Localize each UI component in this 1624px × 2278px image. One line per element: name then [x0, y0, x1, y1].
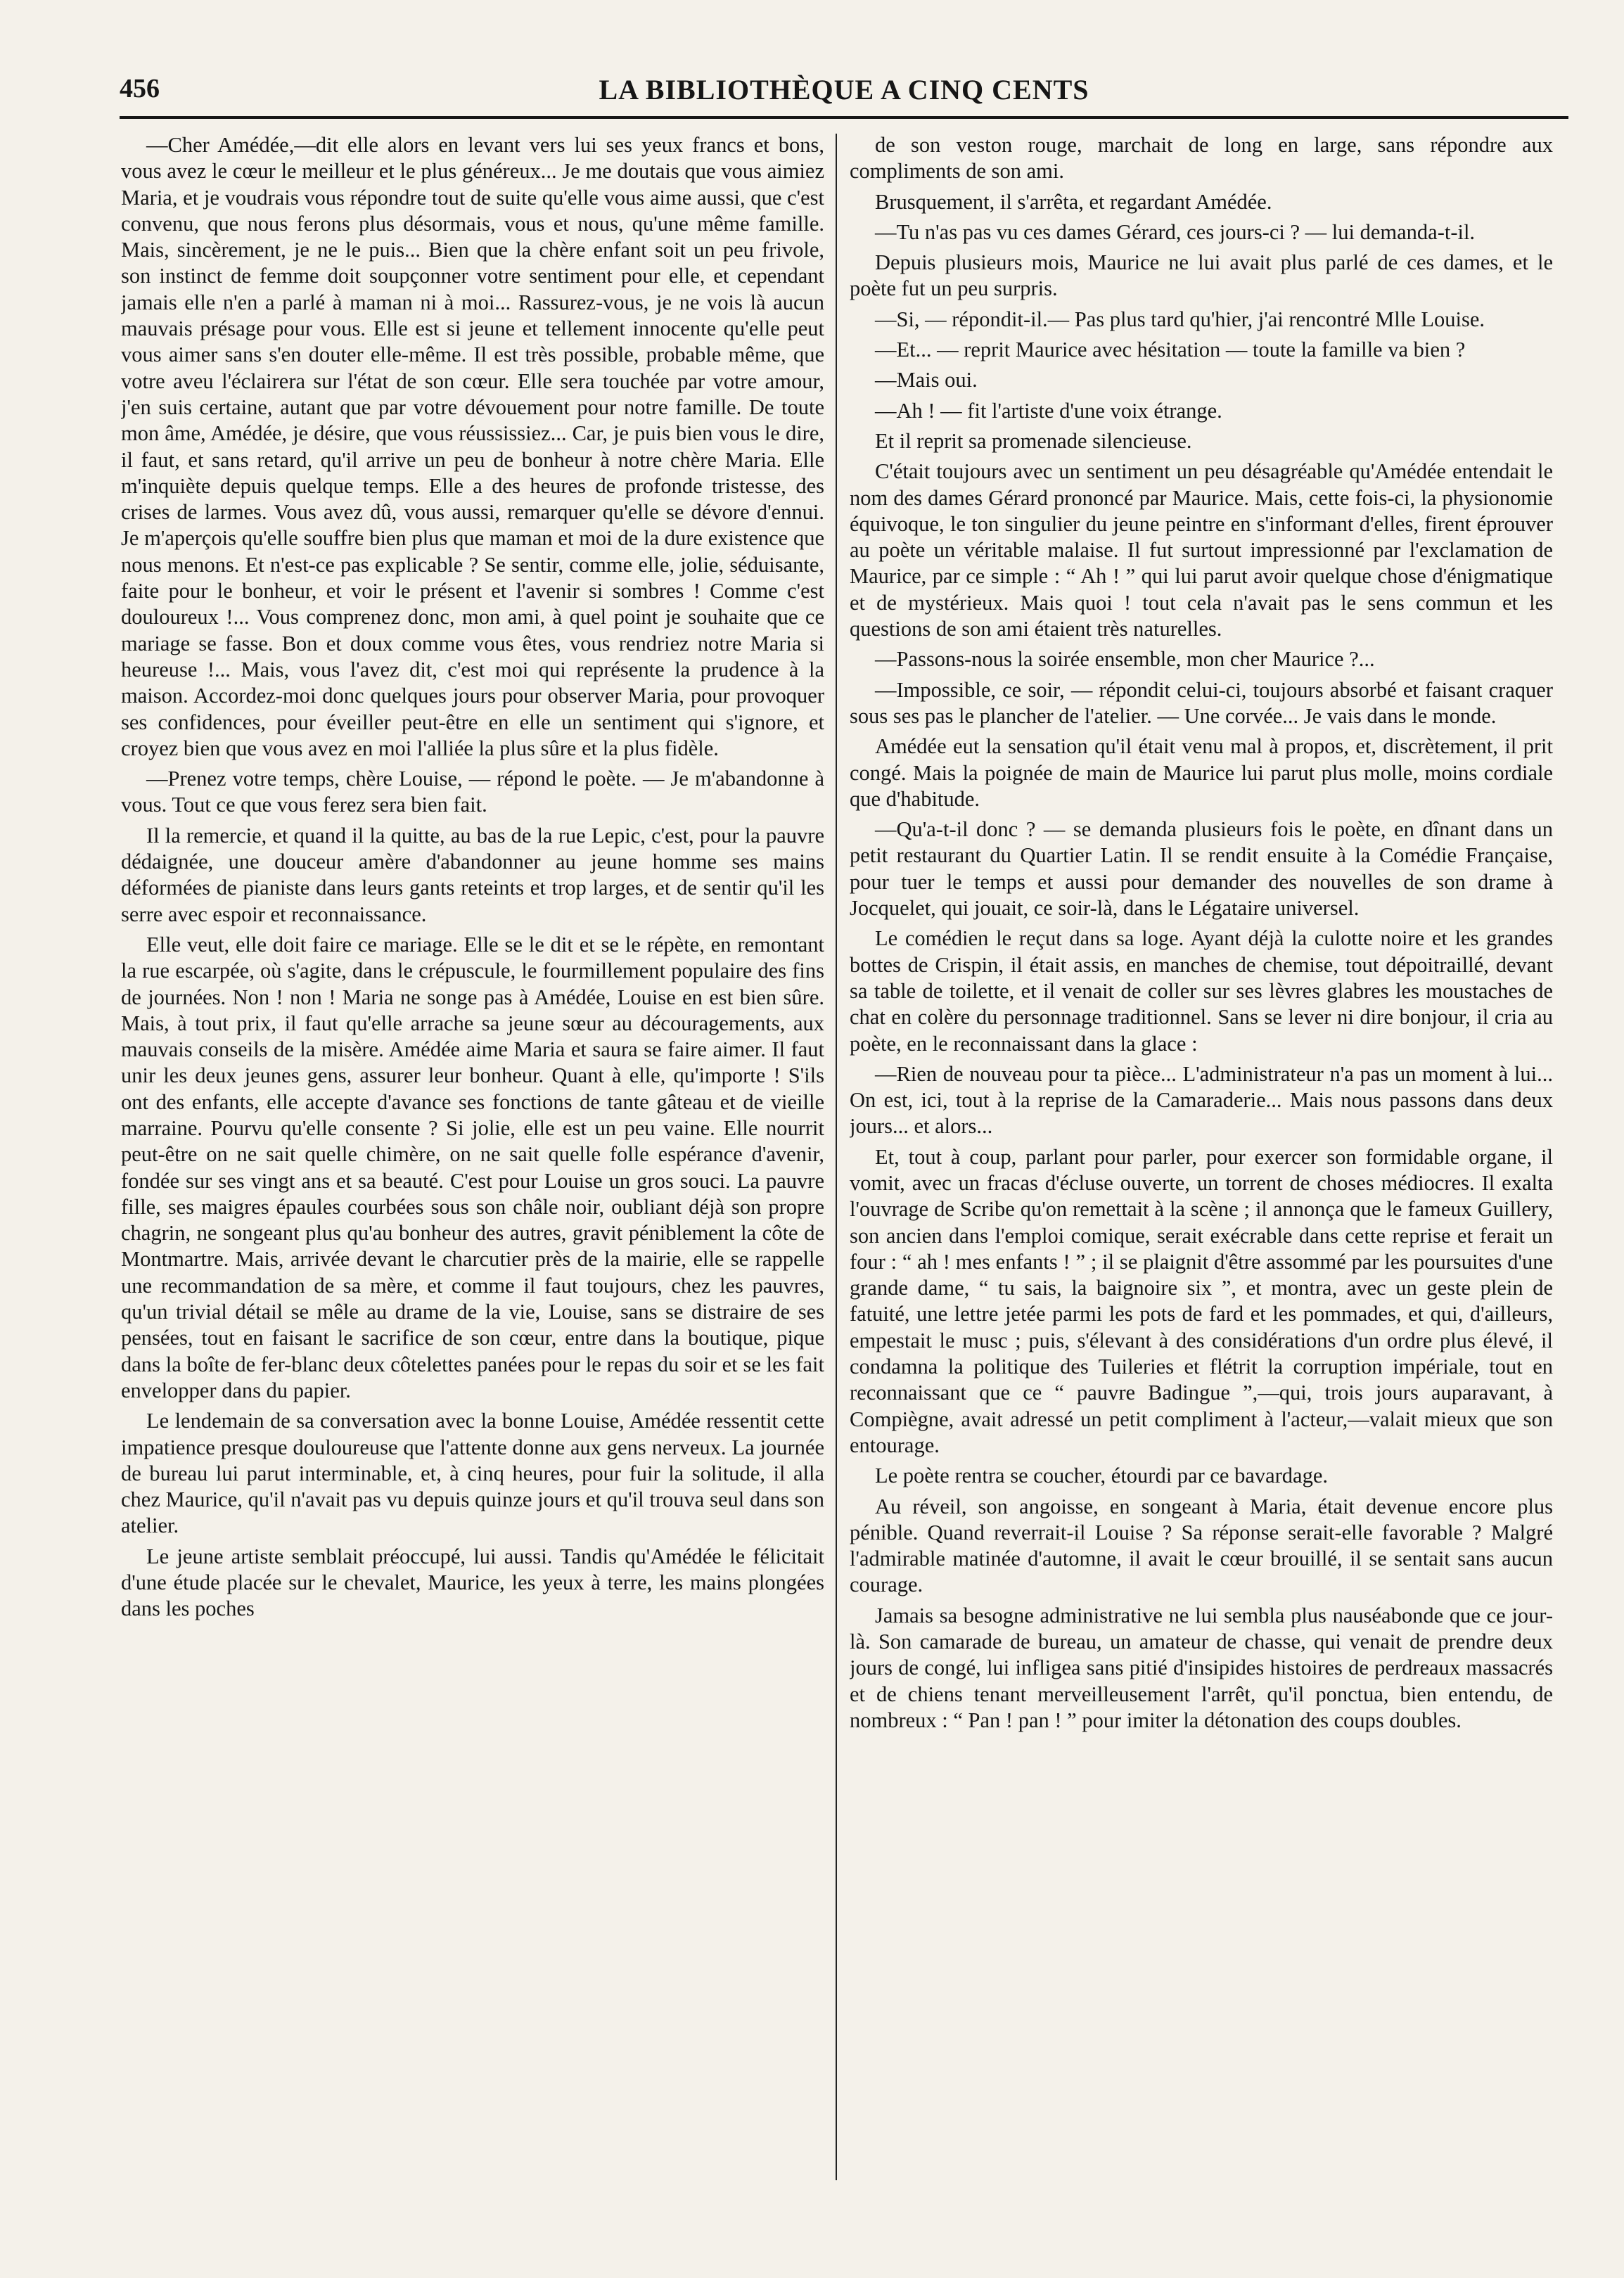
paragraph: —Tu n'as pas vu ces dames Gérard, ces jours-ci ? — lui demanda-t-il.	[875, 219, 1476, 244]
paragraph: Le jeune artiste semblait préoccupé, lui aussi. Tandis qu'Amédée le félicitait d'une étude placée sur le chevalet, Maurice, les yeux à terre, les mains plongées dans les poches	[121, 1544, 824, 1621]
paragraph: —Prenez votre temps, chère Louise, — répond le poète. — Je m'abandonne à vous. Tout ce que vous ferez sera bien fait.	[121, 767, 824, 817]
paragraph: —Impossible, ce soir, — répondit celui-ci, toujours absorbé et faisant craquer sous ses pas le plancher de l'atelier. — Une corvée... Je vais dans le monde.	[850, 677, 1553, 728]
paragraph: Au réveil, son angoisse, en songeant à Maria, était devenue encore plus pénible. Quand reverrait-il Louise ? Sa réponse serait-elle favorable ? Malgré l'admirable matinée d'automne, il avait le cœur brouillé, il se sentait sans aucun courage.	[850, 1494, 1553, 1597]
paragraph: Elle veut, elle doit faire ce mariage. Elle se le dit et se le répète, en remontant la rue escarpée, où s'agite, dans le crépuscule, le fourmillement populaire des fins de journées. Non ! non ! Maria ne songe pas à Amédée, Louise en est bien sûre. Mais, à tout prix, il faut qu'elle arrache sa jeune sœur au découragements, aux mauvais conseils de la misère. Amédée aime Maria et saura se faire aimer. Il faut unir les deux jeunes gens, assurer leur bonheur. Quant à elle, qu'importe ! S'ils ont des enfants, elle accepte d'avance ses fonctions de tante gâteau et de vieille marraine. Pourvu qu'elle consente ? Si jolie, elle est un peu vaine. Elle nourrit peut-être on ne sait quelle chimère, on ne sait quelle folle espérance d'avenir, fondée sur ses vingt ans et sa beauté. C'est pour Louise un gros souci. La pauvre fille, ses maigres épaules courbées sous son châle noir, oubliant déjà son propre chagrin, ne songeant plus qu'au bonheur des autres, gravit péniblement la côte de Montmartre. Mais, arrivée devant le charcutier près de la mairie, elle se rappelle une recommandation de sa mère, et comme il faut toujours, chez les pauvres, qu'un trivial détail se mêle au drame de la vie, Louise, sans se distraire de ses pensées, tout en faisant le sacrifice de son cœur, entre dans la boutique, pique dans la boîte de fer-blanc deux côtelettes panées pour le repas du soir et se les fait envelopper dans du papier.	[121, 932, 824, 1402]
paragraph: —Cher Amédée,—dit elle alors en levant vers lui ses yeux francs et bons, vous avez le cœur le meilleur et le plus généreux... Je me doutais que vous aimiez Maria, et je voudrais vous répondre tout de suite qu'elle vous aime aussi, que c'est convenu, que nous ferons plus désormais, vous et nous, qu'une même famille. Mais, sincèrement, je ne le puis... Bien que la chère enfant soit un peu frivole, son instinct de femme doit soupçonner votre sentiment pour elle, et cependant jamais elle n'en a parlé à maman ni à moi... Rassurez-vous, je ne vois là aucun mauvais présage pour vous. Elle est si jeune et tellement innocente qu'elle peut vous aimer sans s'en douter elle-même. Il est très possible, probable même, que votre aveu l'éclairera sur l'état de son cœur. Elle sera touchée par votre amour, j'en suis certaine, autant que par votre dévouement pour notre famille. De toute mon âme, Amédée, je désire, que vous réussissiez... Car, je puis bien vous le dire, il faut, et sans retard, qu'il arrive un peu de bonheur à notre chère Maria. Elle m'inquiète depuis quelque temps. Elle a des heures de profonde tristesse, des crises de larmes. Vous avez dû, vous aussi, remarquer qu'elle se dévore d'ennui. Je m'aperçois qu'elle souffre bien plus que maman et moi de la dure existence que nous menons. Et n'est-ce pas explicable ? Se sentir, comme elle, jolie, séduisante, faite pour le bonheur, et voir le présent et l'avenir si sombres ! Comme c'est douloureux !... Vous comprenez donc, mon ami, à quel point je souhaite que ce mariage se fasse. Bon et doux comme vous êtes, vous rendriez notre Maria si heureuse !... Mais, vous l'avez dit, c'est moi qui représente la prudence à la maison. Accordez-moi donc quelques jours pour observer Maria, pour provoquer ses confidences, pour éveiller peut-être en elle un sentiment qui s'ignore, et croyez bien que vous avez en moi l'alliée la plus sûre et la plus fidèle.	[121, 133, 824, 760]
paragraph: Jamais sa besogne administrative ne lui sembla plus nauséabonde que ce jour-là. Son camarade de bureau, un amateur de chasse, qui venait de prendre deux jours de congé, lui infligea sans pitié d'insipides histoires de perdreaux massacrés et de chiens tenant merveilleusement l'arrêt, qu'il ponctua, bien entendu, de nombreux : “ Pan ! pan ! ” pour imiter la détonation des coups doubles.	[850, 1603, 1553, 1732]
paragraph: Amédée eut la sensation qu'il était venu mal à propos, et, discrètement, il prit congé. Mais la poignée de main de Maurice lui parut plus molle, moins cordiale que d'habitude.	[850, 734, 1553, 811]
paragraph: Et il reprit sa promenade silencieuse.	[875, 428, 1192, 453]
paragraph: Le comédien le reçut dans sa loge. Ayant déjà la culotte noire et les grandes bottes de Crispin, il était assis, en manches de chemise, tout dépoitraillé, devant sa table de toilette, et il venait de coller sur ses lèvres glabres les moustaches de chat en colère du personnage traditionnel. Sans se lever ni dire bonjour, il cria au poète, en le reconnaissant dans la glace :	[850, 926, 1553, 1056]
paragraph: —Rien de nouveau pour ta pièce... L'administrateur n'a pas un moment à lui... On est, ici, tout à la reprise de la Camaraderie... Mais nous passons dans deux jours... et alors...	[850, 1061, 1553, 1139]
paragraph: de son veston rouge, marchait de long en large, sans répondre aux compliments de son ami.	[850, 133, 1553, 184]
paragraph: —Passons-nous la soirée ensemble, mon cher Maurice ?...	[875, 647, 1375, 672]
paragraph: —Et... — reprit Maurice avec hésitation — toute la famille va bien ?	[875, 338, 1466, 362]
text-column-left	[121, 132, 824, 2200]
paragraph: Il la remercie, et quand il la quitte, au bas de la rue Lepic, c'est, pour la pauvre dédaignée, une douceur amère d'abandonner au jeune homme ses mains déformées de pianiste dans leurs gants reteints et trop larges, et de sentir qu'il les serre avec espoir et reconnaissance.	[121, 823, 824, 926]
paragraph: —Si, — répondit-il.— Pas plus tard qu'hier, j'ai rencontré Mlle Louise.	[875, 307, 1485, 331]
paragraph: Et, tout à coup, parlant pour parler, pour exercer son formidable organe, il vomit, avec un fracas d'écluse ouverte, un torrent de choses médiocres. Il exalta l'ouvrage de Scribe qu'on remettait à la scène ; il annonça que le fameux Guillery, son ancien dans l'emploi comique, serait exécrable dans cette reprise et ferait un four : “ ah ! mes enfants ! ” ; il se plaignit d'être assommé par les poursuites d'une grande dame, “ tu sais, la baignoire six ”, et montra, avec un geste plein de fatuité, une lettre jetée parmi les pots de fard et les pommades, et qui, d'ailleurs, empestait le musc ; puis, s'élevant à des considérations d'un ordre plus élevé, il condamna la politique des Tuileries et flétrit la corruption impériale, tout en reconnaissant que ce “ pauvre Badingue ”,—qui, trois jours auparavant, à Compiègne, avait adressé un petit compliment à l'acteur,—valait mieux que son entourage.	[850, 1144, 1553, 1457]
paragraph: Brusquement, il s'arrêta, et regardant Amédée.	[875, 189, 1272, 214]
paragraph: —Ah ! — fit l'artiste d'une voix étrange.	[875, 398, 1222, 423]
column-divider	[836, 134, 837, 2180]
paragraph: C'était toujours avec un sentiment un peu désagréable qu'Amédée entendait le nom des dames Gérard prononcé par Maurice. Mais, cette fois-ci, la physionomie équivoque, le ton singulier du jeune peintre en s'informant d'elles, firent éprouver au poète un véritable malaise. Il fut surtout impressionné par l'exclamation de Maurice, par ce simple : “ Ah ! ” qui lui parut avoir quelque chose d'énigmatique et de mystérieux. Mais quoi ! tout cela n'avait pas le sens commun et les questions de son ami étaient très naturelles.	[850, 459, 1553, 641]
paragraph: —Mais oui.	[875, 368, 978, 392]
header-rule	[120, 116, 1568, 119]
paragraph: Le poète rentra se coucher, étourdi par ce bavardage.	[875, 1464, 1328, 1488]
paragraph: Depuis plusieurs mois, Maurice ne lui avait plus parlé de ces dames, et le poète fut un peu surpris.	[850, 250, 1553, 301]
paragraph: —Qu'a-t-il donc ? — se demanda plusieurs fois le poète, en dînant dans un petit restaurant du Quartier Latin. Il se rendit ensuite à la Comédie Française, pour tuer le temps et aussi pour demander des nouvelles de son drame à Jocquelet, qui jouait, ce soir-là, dans le Légataire universel.	[850, 817, 1553, 921]
page-number: 456	[120, 74, 160, 103]
page-header	[120, 70, 1568, 113]
text-column-right	[850, 132, 1553, 2200]
running-title: LA BIBLIOTHÈQUE A CINQ CENTS	[599, 74, 1089, 105]
paragraph: Le lendemain de sa conversation avec la bonne Louise, Amédée ressentit cette impatience presque douloureuse que l'attente donne aux gens nerveux. La journée de bureau lui parut interminable, et, à cinq heures, pour fuir la solitude, il alla chez Maurice, qu'il n'avait pas vu depuis quinze jours et qu'il trouva seul dans son atelier.	[121, 1409, 824, 1538]
